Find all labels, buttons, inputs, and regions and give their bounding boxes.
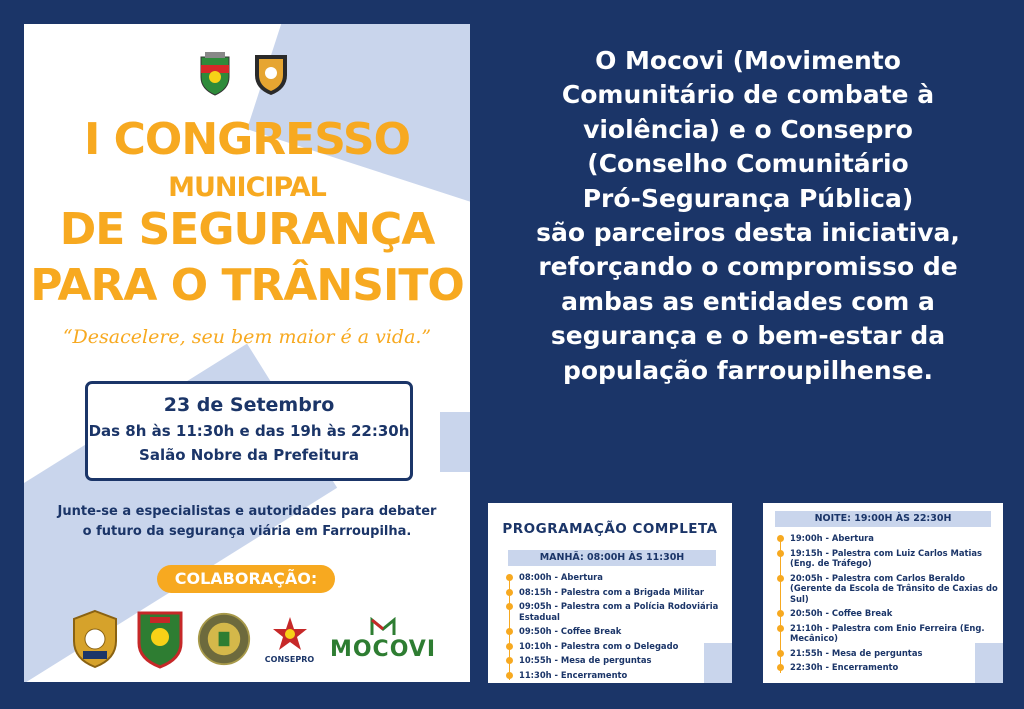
mocovi-logo — [328, 617, 438, 662]
schedule-item: 21:10h - Palestra com Enio Ferreira (Eng. Mecânico) — [777, 623, 999, 644]
event-info-box — [85, 381, 413, 481]
schedule-item: 21:55h - Mesa de perguntas — [777, 648, 999, 659]
decorative-shape — [440, 412, 470, 472]
event-date: 23 de Setembro — [163, 394, 335, 416]
schedule-item: 19:15h - Palestra com Luiz Carlos Matias (Eng. de Tráfego) — [777, 548, 999, 569]
join-text-line: Junte-se a especialistas e autoridades para debater — [57, 504, 437, 519]
partnership-text-line: população farroupilhense. — [562, 355, 934, 385]
join-text-line: o futuro da segurança viária em Farroupilha. — [82, 524, 412, 539]
event-hours: Das 8h às 11:30h e das 19h às 22:30h — [88, 422, 410, 440]
poster-title-line: DE SEGURANÇA — [59, 204, 435, 255]
partnership-text-line: violência) e o Consepro — [583, 114, 913, 144]
night-timeline — [777, 533, 999, 677]
schedule-title: PROGRAMAÇÃO COMPLETA — [502, 521, 718, 537]
consepro-label: CONSEPRO — [264, 654, 315, 664]
police-shield-icon — [250, 50, 292, 98]
partnership-text-line: são parceiros desta iniciativa, — [536, 218, 960, 248]
rs-military-seal-icon — [197, 608, 251, 670]
morning-schedule-card — [488, 503, 732, 683]
schedule-item: 10:55h - Mesa de perguntas — [506, 655, 728, 666]
schedule-item: 08:00h - Abertura — [506, 572, 728, 583]
partnership-text-line: O Mocovi (Movimento — [595, 46, 901, 75]
schedule-item: 09:05h - Palestra com a Polícia Rodoviária Estadual — [506, 601, 728, 622]
poster-title-line: I CONGRESSO — [83, 114, 411, 165]
poster-title-line: PARA O TRÂNSITO — [30, 260, 464, 311]
header-logos — [194, 50, 292, 98]
join-text — [24, 502, 470, 542]
poster-title-line: MUNICIPAL — [168, 172, 326, 203]
schedule-item: 08:15h - Palestra com a Brigada Militar — [506, 587, 728, 598]
schedule-item: 20:50h - Coffee Break — [777, 608, 999, 619]
brigada-militar-badge-icon — [133, 608, 187, 670]
morning-timeline — [506, 572, 728, 683]
schedule-item: 09:50h - Coffee Break — [506, 626, 728, 637]
schedule-item: 22:30h - Encerramento — [777, 662, 999, 673]
partnership-text-line: (Conselho Comunitário — [587, 149, 909, 179]
partner-logos — [68, 606, 438, 672]
schedule-item: 19:00h - Abertura — [777, 533, 999, 544]
night-schedule-card — [763, 503, 1003, 683]
partnership-text-line: segurança e o bem-estar da — [550, 321, 946, 351]
partnership-text-line: ambas as entidades com a — [561, 286, 935, 316]
consepro-logo — [262, 615, 318, 664]
event-poster — [24, 24, 470, 682]
morning-period-label: MANHÃ: 08:00H ÀS 11:30H — [508, 550, 716, 566]
schedule-item: 10:10h - Palestra com o Delegado — [506, 641, 728, 652]
event-place: Salão Nobre da Prefeitura — [139, 446, 359, 464]
mocovi-label: MOCOVI — [329, 636, 437, 662]
night-period-label: NOITE: 19:00H ÀS 22:30H — [775, 511, 991, 527]
city-crest-icon — [194, 50, 236, 98]
partnership-text-line: Pró-Segurança Pública) — [582, 183, 914, 213]
partnership-text-line: Comunitário de combate à — [561, 80, 935, 110]
poster-motto: “Desacelere, seu bem maior é a vida.” — [62, 326, 432, 348]
schedule-item: 11:30h - Encerramento — [506, 670, 728, 681]
collaboration-label: COLABORAÇÃO: — [157, 565, 335, 593]
schedule-item: 20:05h - Palestra com Carlos Beraldo (Gerente da Escola de Trânsito de Caxias do Sul) — [777, 573, 999, 605]
partnership-text — [488, 44, 1008, 388]
partnership-text-line: reforçando o compromisso de — [538, 252, 958, 282]
policia-civil-badge-icon — [68, 608, 122, 670]
